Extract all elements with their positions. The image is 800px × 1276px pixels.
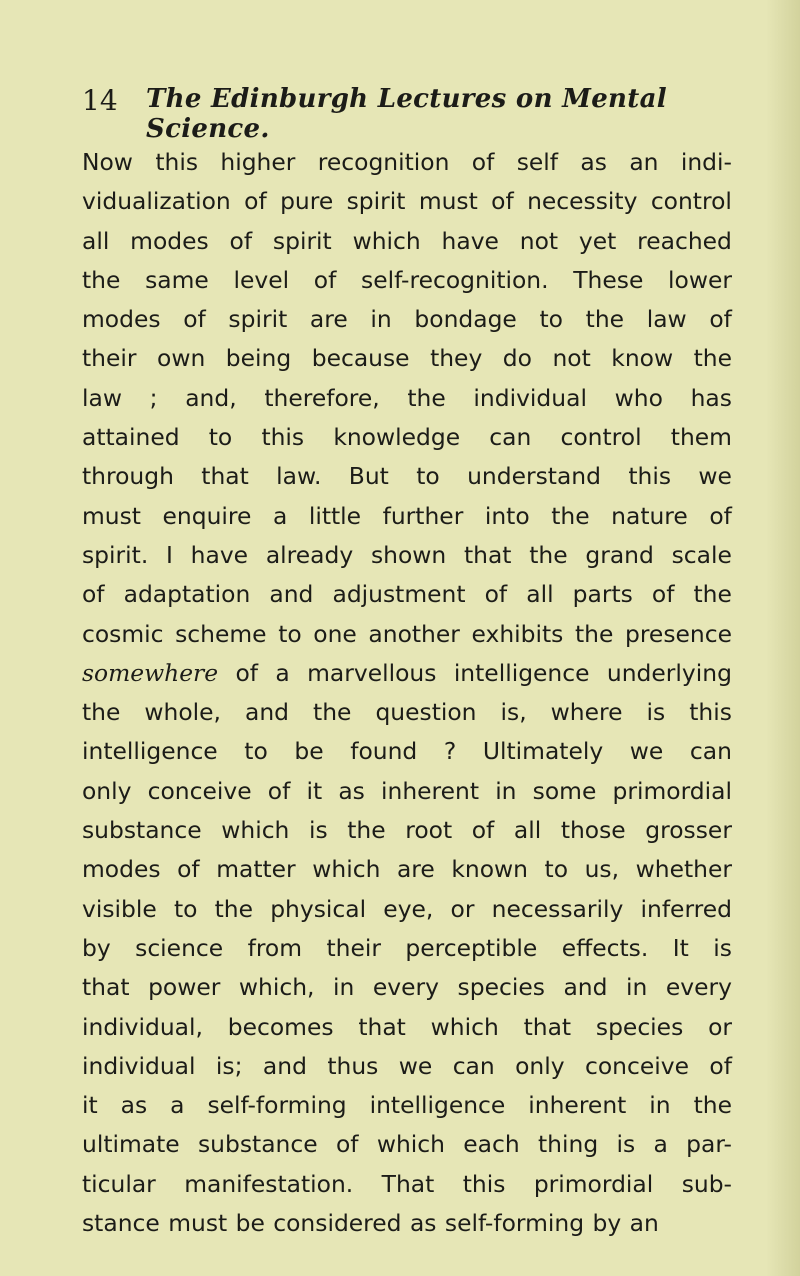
word: as [580,148,607,176]
word: we [398,1051,433,1080]
word: and, [185,383,237,412]
word: substance [198,1130,318,1159]
word: that [201,462,249,491]
word: this [689,698,732,727]
word: by [592,1209,622,1238]
word: the [313,698,352,727]
word: or [708,1012,732,1041]
word: us, [584,855,620,884]
word: who [614,383,663,412]
word: in [495,776,517,805]
word: of [484,580,508,609]
word: to [416,462,440,491]
text-line [82,850,732,889]
word: those [560,816,626,845]
text-line [82,182,732,221]
word: this [155,148,199,176]
running-header [82,84,762,144]
word: conceive [585,1051,689,1080]
text-line [82,497,732,536]
word: this [628,462,672,491]
text-line [82,772,732,811]
word: whole, [144,698,221,727]
text-line [82,222,732,261]
word: ticular [82,1169,156,1198]
word: all [513,816,542,845]
word: of [229,226,253,255]
word: of [235,658,258,687]
word: every [665,973,732,1002]
text-line [82,143,732,182]
word: the [407,383,446,412]
word: scheme [175,619,267,648]
word: a [275,658,290,687]
word: considered [273,1209,402,1238]
word: scale [671,540,732,569]
word: a [272,501,288,530]
page-edge-shadow [766,0,800,1276]
word: thing [538,1130,599,1159]
word: we [698,462,732,491]
text-line [82,418,732,457]
word: conceive [147,776,252,805]
word: self-forming [207,1091,347,1120]
word: the [693,1091,732,1120]
word: all [526,580,554,609]
word: bondage [414,305,517,334]
word: adaptation [123,580,251,609]
word: which [221,816,290,845]
word: primordial [612,776,732,805]
text-line [82,339,732,378]
word: not [552,344,591,373]
word: control [560,423,642,452]
word: question [375,698,477,727]
word: some [532,776,597,805]
word: self [516,148,559,176]
word: them [670,423,732,452]
word: nature [611,501,688,530]
word: of [709,501,732,530]
text-line [82,732,732,771]
word: of [82,580,105,609]
word: the [347,816,386,845]
word: into [484,501,530,530]
word: of [183,305,206,334]
word: in [626,973,648,1002]
word: law [646,305,687,334]
word: through [82,462,174,491]
word: is [713,933,732,962]
text-line [82,457,732,496]
word: to [539,305,563,334]
text-line [82,811,732,850]
word: control [650,187,732,216]
word: known [451,855,528,884]
word: the [82,698,121,727]
word: it [306,776,323,805]
word: are [309,305,348,334]
word: the [574,619,614,648]
word: exhibits [471,619,564,648]
word: stance [82,1209,160,1238]
word: enquire [162,501,252,530]
word: marvellous [307,658,437,687]
word: must [418,187,478,216]
word: root [405,816,453,845]
word: manifestation. [184,1169,354,1198]
word: inherent [528,1091,627,1120]
word: of [651,580,675,609]
word: intelligence [369,1091,506,1120]
word: visible [82,894,157,923]
word: self-recognition. [361,265,549,294]
italic-word: somewhere [82,658,219,687]
word: as [338,776,365,805]
word: attained [82,423,180,452]
word: physical [270,894,367,923]
word: the [693,580,732,609]
word: an [629,1209,659,1238]
word: to [244,737,268,766]
word: each [463,1130,520,1159]
word: which [312,855,381,884]
word: inferred [640,894,732,923]
word: ; [149,383,158,412]
word: that [82,973,130,1002]
word: the [693,344,732,373]
word: can [489,423,532,452]
word: spirit [346,187,406,216]
word: can [689,737,732,766]
word: being [225,344,292,373]
word: substance [82,816,202,845]
word: can [452,1051,495,1080]
word: vidualization [82,187,231,216]
word: have [190,540,249,569]
word: spirit [272,226,332,255]
word: is [646,698,666,727]
word: which, [238,973,315,1002]
word: and [269,580,314,609]
word: of [177,855,200,884]
word: Ultimately [482,737,604,766]
text-line [82,1086,732,1125]
word: That [381,1169,435,1198]
word: pure [280,187,334,216]
word: as [120,1091,148,1120]
text-line [82,261,732,300]
word: modes [130,226,209,255]
word: recognition [317,148,450,176]
word: is [616,1130,636,1159]
word: be [294,737,324,766]
word: individual [82,1051,196,1080]
word: only [515,1051,565,1080]
word: we [629,737,664,766]
word: These [573,265,644,294]
word: effects. [561,933,649,962]
word: by [82,933,111,962]
word: higher [220,148,296,176]
word: their [82,344,137,373]
word: know [611,344,674,373]
word: spirit. [82,540,149,569]
word: necessarily [491,894,624,923]
word: ? [443,737,457,766]
word: own [157,344,206,373]
word: presence [624,619,732,648]
word: ultimate [82,1130,180,1159]
word: every [372,973,439,1002]
text-line [82,300,732,339]
body-text [82,143,732,1243]
word: that [523,1012,572,1041]
word: the [585,305,625,334]
word: law [82,383,122,412]
word: intelligence [82,737,218,766]
word: which [352,226,421,255]
word: must [168,1209,228,1238]
word: the [529,540,568,569]
word: only [82,776,132,805]
word: not [519,226,559,255]
word: yet [578,226,617,255]
word: this [462,1169,506,1198]
word: underlying [606,658,732,687]
word: already [265,540,354,569]
word: have [441,226,499,255]
word: law. [276,462,322,491]
word: that [358,1012,406,1041]
text-line [82,693,732,732]
text-line [82,615,732,654]
word: lower [668,265,732,294]
word: whether [635,855,732,884]
word: individual [473,383,587,412]
word: matter [216,855,296,884]
text-line [82,1125,732,1164]
word: It [672,933,689,962]
word: little [308,501,362,530]
word: knowledge [333,423,461,452]
word: has [690,383,732,412]
word: their [326,933,381,962]
word: level [233,265,290,294]
word: to [208,423,233,452]
word: necessity [527,187,638,216]
word: modes [82,855,161,884]
word: because [311,344,410,373]
word: from [247,933,303,962]
word: species [595,1012,684,1041]
word: which [376,1130,445,1159]
page-number: 14 [82,84,118,117]
word: thus [327,1051,379,1080]
text-line [82,1204,732,1243]
word: parts [572,580,633,609]
word: it [82,1091,98,1120]
word: sub- [681,1169,732,1198]
word: they [430,344,483,373]
word: becomes [227,1012,334,1041]
word: indi- [680,148,732,176]
word: I [166,540,173,569]
word: one [313,619,357,648]
word: must [82,501,141,530]
word: understand [467,462,601,491]
word: another [368,619,460,648]
word: primordial [533,1169,654,1198]
word: reached [637,226,732,255]
word: or [450,894,475,923]
word: and [262,1051,307,1080]
text-line [82,536,732,575]
word: same [145,265,209,294]
word: intelligence [453,658,590,687]
word: of [491,187,514,216]
word: to [278,619,302,648]
word: of [471,816,495,845]
word: perceptible [405,933,538,962]
word: to [544,855,569,884]
word: inherent [381,776,480,805]
word: the [82,265,121,294]
word: do [502,344,532,373]
word: power [148,973,221,1002]
word: of [335,1130,359,1159]
word: of [709,1051,732,1080]
word: shown [370,540,447,569]
word: grand [585,540,654,569]
text-line [82,575,732,614]
word: all [82,226,110,255]
word: species [457,973,545,1002]
word: is [308,816,328,845]
word: are [396,855,435,884]
word: grosser [645,816,732,845]
word: science [135,933,224,962]
word: in [649,1091,671,1120]
text-line [82,1047,732,1086]
word: and [563,973,608,1002]
word: is; [215,1051,243,1080]
word: spirit [228,305,288,334]
word: adjustment [332,580,466,609]
text-line [82,968,732,1007]
word: of [244,187,267,216]
word: of [709,305,732,334]
word: a [653,1130,668,1159]
word: in [333,973,355,1002]
word: of [267,776,291,805]
word: as [409,1209,437,1238]
word: eye, [383,894,434,923]
word: individual, [82,1012,203,1041]
text-line [82,379,732,418]
word: to [173,894,198,923]
word: a [170,1091,185,1120]
word: of [471,148,495,176]
word: be [235,1209,265,1238]
word: that [463,540,512,569]
text-line [82,929,732,968]
word: which [430,1012,499,1041]
word: modes [82,305,161,334]
word: therefore, [264,383,380,412]
word: is, [500,698,527,727]
word: self-forming [444,1209,585,1238]
word: where [550,698,623,727]
text-line [82,654,732,693]
word: further [382,501,464,530]
text-line [82,1165,732,1204]
word: par- [686,1130,732,1159]
word: cosmic [82,619,164,648]
word: and [245,698,290,727]
text-line [82,1008,732,1047]
word: the [214,894,254,923]
word: found [350,737,418,766]
text-line [82,890,732,929]
word: Now [82,148,133,176]
word: the [551,501,590,530]
word: in [370,305,392,334]
word: But [348,462,389,491]
running-title: The Edinburgh Lectures on Mental Science. [146,84,667,144]
word: this [261,423,305,452]
word: of [313,265,337,294]
word: an [629,148,659,176]
